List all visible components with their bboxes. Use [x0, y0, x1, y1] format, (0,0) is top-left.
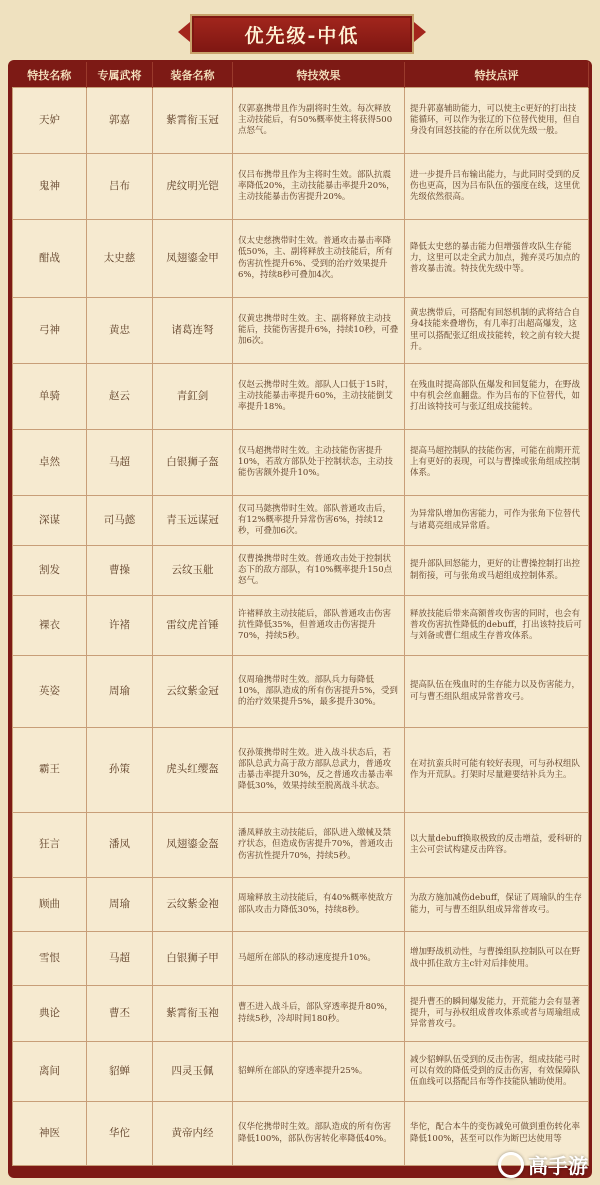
- table-row: [13, 656, 589, 728]
- skill-name-cell: 天妒: [13, 88, 87, 154]
- section-title-banner: [190, 14, 414, 54]
- watermark-text: 高手游: [528, 1154, 588, 1178]
- header-skill: 特技名称: [13, 62, 87, 88]
- skill-name-cell: 弓神: [13, 298, 87, 364]
- effect-cell: 仅郭嘉携带且作为副将时生效。每次释放主动技能后，有50%概率使主将获得500点怒气。: [233, 88, 405, 154]
- table-row: [13, 728, 589, 813]
- gear-cell: 四灵玉佩: [153, 1042, 233, 1102]
- general-cell: 潘凤: [87, 813, 153, 878]
- effect-cell: 仅吕布携带且作为主将时生效。部队抗震率降低20%，主动技能暴击率提升20%，主动技能暴击伤害提升20%。: [233, 154, 405, 220]
- skill-name-cell: 雪恨: [13, 932, 87, 986]
- skill-name-cell: 鬼神: [13, 154, 87, 220]
- effect-cell: 仅周瑜携带时生效。部队兵力每降低10%，部队造成的所有伤害提升5%，受到的治疗效果提升5%，最多提升30%。: [233, 656, 405, 728]
- effect-cell: 许褚释放主动技能后，部队普通攻击伤害抗性降低35%，但普通攻击伤害提升70%，持续5秒。: [233, 596, 405, 656]
- effect-cell: 仅黄忠携带时生效。主、副将释放主动技能后，技能伤害提升6%，持续10秒，可叠加6次。: [233, 298, 405, 364]
- table-row: [13, 986, 589, 1042]
- table-row: [13, 154, 589, 220]
- gear-cell: 青釭剑: [153, 364, 233, 430]
- general-cell: 郭嘉: [87, 88, 153, 154]
- general-cell: 华佗: [87, 1102, 153, 1166]
- gear-cell: 诸葛连弩: [153, 298, 233, 364]
- effect-cell: 仅孙策携带时生效。进入战斗状态后，若部队总武力高于敌方部队总武力，普通攻击暴击率提升30%，反之普通攻击暴击率降低30%，效果持续至脱离战斗状态。: [233, 728, 405, 813]
- gear-cell: 雷纹虎首锤: [153, 596, 233, 656]
- gear-cell: 凤翅鎏金盔: [153, 813, 233, 878]
- gear-cell: 云纹玉舭: [153, 546, 233, 596]
- table-row: [13, 496, 589, 546]
- review-cell: 黄忠携带后，可搭配有回怒机制的武将结合自身4技能来叠增伤，有几率打出超高爆发，这里可以搭配张辽组成技能转，较之前有较大提升。: [405, 298, 589, 364]
- table-body: [13, 88, 589, 1166]
- header-effect: 特技效果: [233, 62, 405, 88]
- review-cell: 在残血时提高部队伍爆发和回复能力，在野战中有机会丝血翻盘。作为吕布的下位替代，如打出该特技可与张辽组成技能转。: [405, 364, 589, 430]
- review-cell: 提升曹丕的瞬间爆发能力，开荒能力会有显著提升，可与孙权组成普攻体系或者与周瑜组成异常普攻弓。: [405, 986, 589, 1042]
- gear-cell: 白银狮子甲: [153, 932, 233, 986]
- header-gear: 装备名称: [153, 62, 233, 88]
- effect-cell: 马超所在部队的移动速度提升10%。: [233, 932, 405, 986]
- review-cell: 降低太史慈的暴击能力但增强普攻队生存能力，这里可以走全武力加点，抛弃灵巧加点的普攻暴击流。特技优先级中等。: [405, 220, 589, 298]
- review-cell: 提高马超控制队的技能伤害，可能在前期开荒上有更好的表现，可以与曹操或张角组成控制体系。: [405, 430, 589, 496]
- effect-cell: 曹丕进入战斗后，部队穿透率提升80%，持续5秒，冷却时间180秒。: [233, 986, 405, 1042]
- table-row: [13, 878, 589, 932]
- gear-cell: 虎头红缨盔: [153, 728, 233, 813]
- header-general: 专属武将: [87, 62, 153, 88]
- review-cell: 减少貂蝉队伍受到的反击伤害，组成技能弓时可以有效的降低受到的反击伤害，有效保障队伍血线可以搭配吕布等作技能队辅助使用。: [405, 1042, 589, 1102]
- review-cell: 为敌方施加减伤debuff，保证了周瑜队的生存能力，可与曹丕组队组成异常普攻弓。: [405, 878, 589, 932]
- effect-cell: 仅华佗携带时生效。部队造成的所有伤害降低100%，部队伤害转化率降低40%。: [233, 1102, 405, 1166]
- review-cell: 在对抗蛮兵时可能有较好表现，可与孙权组队作为开荒队。打架时尽量避要结补兵为主。: [405, 728, 589, 813]
- gear-cell: 白银狮子盔: [153, 430, 233, 496]
- gear-cell: 青玉远谋冠: [153, 496, 233, 546]
- review-cell: 华佗，配合本牛的变伤减免可做到重伤转化率降低100%，甚至可以作为断巴达使用等: [405, 1102, 589, 1166]
- table-row: [13, 813, 589, 878]
- general-cell: 马超: [87, 430, 153, 496]
- gear-cell: 凤翅鎏金甲: [153, 220, 233, 298]
- effect-cell: 仅曹操携带时生效。普通攻击处于控制状态下的敌方部队，有10%概率提升150点怒气。: [233, 546, 405, 596]
- header-review: 特技点评: [405, 62, 589, 88]
- gear-cell: 云纹紫金袍: [153, 878, 233, 932]
- watermark: [498, 1150, 588, 1179]
- skill-name-cell: 裸衣: [13, 596, 87, 656]
- skill-name-cell: 英姿: [13, 656, 87, 728]
- section-title: 优先级-中低: [244, 24, 360, 47]
- gear-cell: 紫霄衔玉袍: [153, 986, 233, 1042]
- table-row: [13, 364, 589, 430]
- general-cell: 孙策: [87, 728, 153, 813]
- skill-name-cell: 卓然: [13, 430, 87, 496]
- general-cell: 司马懿: [87, 496, 153, 546]
- general-cell: 吕布: [87, 154, 153, 220]
- table-row: [13, 1042, 589, 1102]
- general-cell: 黄忠: [87, 298, 153, 364]
- effect-cell: 周瑜释放主动技能后，有40%概率使敌方部队攻击力降低30%，持续8秒。: [233, 878, 405, 932]
- general-cell: 赵云: [87, 364, 153, 430]
- table-row: [13, 88, 589, 154]
- general-cell: 周瑜: [87, 878, 153, 932]
- effect-cell: 貂蝉所在部队的穿透率提升25%。: [233, 1042, 405, 1102]
- skill-name-cell: 酣战: [13, 220, 87, 298]
- table-row: [13, 932, 589, 986]
- review-cell: 提高队伍在残血时的生存能力以及伤害能力，可与曹丕组队组成异常普攻弓。: [405, 656, 589, 728]
- general-cell: 曹丕: [87, 986, 153, 1042]
- gear-cell: 紫霄衔玉冠: [153, 88, 233, 154]
- skill-name-cell: 神医: [13, 1102, 87, 1166]
- skill-name-cell: 顾曲: [13, 878, 87, 932]
- effect-cell: 潘凤释放主动技能后，部队进入缴械及禁疗状态，但造成伤害提升70%，普通攻击伤害抗性提升70%，持续5秒。: [233, 813, 405, 878]
- review-cell: 以大量debuff换取极致的反击增益，爱科研的主公可尝试构建反击阵容。: [405, 813, 589, 878]
- general-cell: 许褚: [87, 596, 153, 656]
- effect-cell: 仅赵云携带时生效。部队人口低于15时，主动技能暴击率提升60%，主动技能倒艾率提升18%。: [233, 364, 405, 430]
- gear-cell: 黄帝内经: [153, 1102, 233, 1166]
- general-cell: 曹操: [87, 546, 153, 596]
- skill-name-cell: 深谋: [13, 496, 87, 546]
- review-cell: 提升郭嘉辅助能力，可以使主c更好的打出技能循环，可以作为张辽的下位替代使用，但自身没有回怒技能的存在所以优先级一般。: [405, 88, 589, 154]
- skill-name-cell: 离间: [13, 1042, 87, 1102]
- gear-cell: 虎纹明光铠: [153, 154, 233, 220]
- skill-name-cell: 割发: [13, 546, 87, 596]
- table-row: [13, 596, 589, 656]
- effect-cell: 仅太史慈携带时生效。普通攻击暴击率降低50%，主、副将释放主动技能后，所有伤害抗性提升6%、受到的治疗效果提升6%，持续8秒可叠加4次。: [233, 220, 405, 298]
- skill-name-cell: 狂言: [13, 813, 87, 878]
- review-cell: 增加野战机动性，与曹操组队控制队可以在野战中抓住敌方主c针对后排使用。: [405, 932, 589, 986]
- skill-name-cell: 霸王: [13, 728, 87, 813]
- table-header-row: [13, 62, 589, 88]
- table-row: [13, 430, 589, 496]
- general-cell: 太史慈: [87, 220, 153, 298]
- skill-name-cell: 典论: [13, 986, 87, 1042]
- table-row: [13, 546, 589, 596]
- effect-cell: 仅司马懿携带时生效。部队普通攻击后，有12%概率提升异常伤害6%，持续12秒，可叠加6次。: [233, 496, 405, 546]
- table-row: [13, 220, 589, 298]
- table-row: [13, 298, 589, 364]
- review-cell: 为异常队增加伤害能力，可作为张角下位替代与诸葛亮组成异常盾。: [405, 496, 589, 546]
- review-cell: 进一步提升吕布输出能力，与此同时受到的反伤也更高，因为吕布队伍的强度在线，这里优先级依然很高。: [405, 154, 589, 220]
- review-cell: 提升部队回怒能力，更好的让曹操控制打出控制衔接，可与张角或马超组成控制体系。: [405, 546, 589, 596]
- skill-table: [12, 62, 589, 1166]
- gear-cell: 云纹紫金冠: [153, 656, 233, 728]
- watermark-logo-icon: [498, 1152, 524, 1178]
- skill-name-cell: 单骑: [13, 364, 87, 430]
- effect-cell: 仅马超携带时生效。主动技能伤害提升10%，若敌方部队处于控制状态，主动技能伤害额外提升10%。: [233, 430, 405, 496]
- review-cell: 释放技能后带来高额普攻伤害的同时，也会有普攻伤害抗性降低的debuff，打出该特技后可与刘备或曹仁组成生存普攻体系。: [405, 596, 589, 656]
- general-cell: 马超: [87, 932, 153, 986]
- general-cell: 周瑜: [87, 656, 153, 728]
- skill-table-panel: [8, 60, 592, 1178]
- general-cell: 貂蝉: [87, 1042, 153, 1102]
